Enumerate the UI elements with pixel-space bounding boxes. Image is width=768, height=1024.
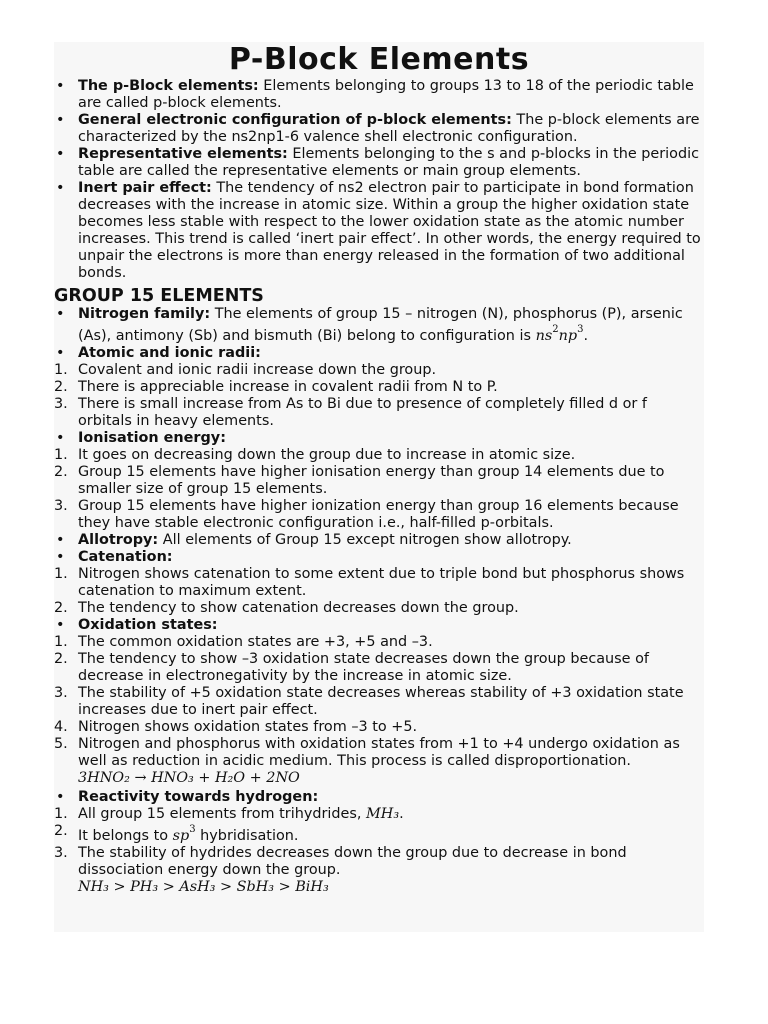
- item-number: 1.: [54, 565, 68, 582]
- definition: All elements of Group 15 except nitrogen show allotropy.: [158, 531, 572, 548]
- term: Atomic and ionic radii:: [78, 344, 261, 361]
- item-number: 1.: [54, 633, 68, 650]
- item-text: There is appreciable increase in covalent radii from N to P.: [78, 378, 498, 395]
- numbered-item: [54, 362, 704, 379]
- item-text: The tendency to show –3 oxidation state decreases down the group because of decrease in electronegativity by the increase in atomic size.: [78, 650, 649, 684]
- definition: Elements belonging to the s and p-blocks in the periodic table are called the representative elements or main group elements.: [78, 146, 700, 179]
- item-text: Nitrogen shows catenation to some extent due to triple bond but phosphorus shows catenation to maximum extent.: [78, 565, 685, 599]
- numbered-item: [54, 634, 704, 651]
- bullet-item: [54, 146, 704, 180]
- numbered-item: [54, 566, 704, 600]
- document-body: [54, 78, 704, 896]
- bullet-item: [54, 78, 704, 112]
- bullet-item: [54, 306, 704, 345]
- term: Inert pair effect:: [78, 180, 212, 196]
- definition: The p-block elements are characterized by the ns2np1-6 valence shell electronic configuration.: [78, 112, 700, 145]
- item-number: 1.: [54, 361, 68, 378]
- page-title: P-Block Elements: [228, 42, 530, 77]
- item-text: Covalent and ionic radii increase down the group.: [78, 361, 437, 378]
- bullet-dot: •: [56, 616, 65, 633]
- item-text: The stability of hydrides decreases down the group due to decrease in bond dissociation energy down the group.: [78, 844, 627, 878]
- bullet-item: [54, 617, 704, 634]
- item-number: 1.: [54, 446, 68, 463]
- bullet-dot: •: [56, 429, 65, 446]
- item-text: It belongs to: [78, 827, 173, 844]
- bullet-dot: •: [56, 531, 65, 548]
- item-text: Group 15 elements have higher ionization energy than group 16 elements because they have stable electronic configuration i.e., half-filled p-orbitals.: [78, 497, 679, 531]
- item-number: 2.: [54, 599, 68, 616]
- numbered-item: [54, 396, 704, 430]
- item-text: The tendency to show catenation decreases down the group.: [78, 599, 519, 616]
- numbered-item: [54, 685, 704, 719]
- bullet-dot: •: [56, 78, 65, 94]
- term: Allotropy:: [78, 531, 159, 548]
- item-text: Group 15 elements have higher ionisation energy than group 14 elements due to smaller size of group 15 elements.: [78, 463, 665, 497]
- bullet-item: [54, 549, 704, 566]
- item-text: It goes on decreasing down the group due to increase in atomic size.: [78, 446, 576, 463]
- bullet-item: [54, 345, 704, 362]
- numbered-item: [54, 498, 704, 532]
- item-text: Nitrogen and phosphorus with oxidation states from +1 to +4 undergo oxidation as well as reduction in acidic medium. This process is called disproportionation.: [78, 735, 680, 769]
- item-text: All group 15 elements from trihydrides,: [78, 805, 367, 822]
- definition: The elements of group 15 – nitrogen (N), phosphorus (P), arsenic (As), antimony (Sb) and bismuth (Bi) belong to configuration is: [78, 306, 683, 344]
- item-number: 1.: [54, 805, 68, 822]
- numbered-item: [54, 600, 704, 617]
- bullet-item: [54, 789, 704, 806]
- numbered-item: [54, 719, 704, 736]
- term: Nitrogen family:: [78, 306, 211, 322]
- bullet-item: [54, 532, 704, 549]
- item-number: 4.: [54, 718, 68, 735]
- numbered-item: [54, 845, 704, 879]
- item-number: 3.: [54, 395, 68, 412]
- item-number: 5.: [54, 735, 68, 752]
- configuration-formula: [535, 324, 584, 344]
- hydride-stability-order: NH₃ > PH₃ > AsH₃ > SbH₃ > BiH₃: [78, 878, 329, 895]
- definition: The tendency of ns2 electron pair to participate in bond formation decreases with the increase in atomic size. Within a group the higher oxidation state becomes less stable with respect to the lower oxidation state as the atomic number increases. This trend is called ‘inert pair effect’. In other words, the energy required to unpair the electrons is more than energy released in the formation of two additional bonds.: [78, 180, 701, 281]
- term: Ionisation energy:: [78, 429, 226, 446]
- term: Catenation:: [78, 548, 173, 565]
- item-number: 2.: [54, 822, 68, 839]
- item-text: Nitrogen shows oxidation states from –3 to +5.: [78, 718, 418, 735]
- item-text: There is small increase from As to Bi due to presence of completely filled d or f orbitals in heavy elements.: [78, 395, 647, 429]
- bullet-dot: •: [56, 548, 65, 565]
- bullet-dot: •: [56, 788, 65, 805]
- item-text: The common oxidation states are +3, +5 and –3.: [78, 633, 433, 650]
- formula-part: np: [558, 327, 578, 344]
- bullet-dot: •: [56, 180, 65, 196]
- punctuation: .: [399, 805, 404, 822]
- section-heading: GROUP 15 ELEMENTS: [54, 286, 264, 306]
- numbered-item: [54, 464, 704, 498]
- definition: Elements belonging to groups 13 to 18 of the periodic table are called p-block elements.: [78, 78, 694, 111]
- numbered-item: [54, 806, 704, 823]
- term: Oxidation states:: [78, 616, 218, 633]
- disproportionation-equation: 3HNO₂ → HNO₃ + H₂O + 2NO: [78, 769, 300, 786]
- numbered-item: [54, 447, 704, 464]
- item-text: hybridisation.: [195, 827, 299, 844]
- document-page: [54, 42, 704, 932]
- bullet-dot: •: [56, 112, 65, 128]
- formula-sup: 3: [577, 324, 584, 335]
- bullet-dot: •: [56, 344, 65, 361]
- term: The p-Block elements:: [78, 78, 259, 94]
- numbered-item: [54, 823, 704, 845]
- numbered-item: [54, 736, 704, 770]
- formula-sup: 3: [189, 823, 196, 835]
- bullet-item: [54, 112, 704, 146]
- term: General electronic configuration of p-block elements:: [78, 112, 512, 128]
- numbered-item: [54, 379, 704, 396]
- hybridisation-formula: [172, 823, 196, 844]
- item-number: 2.: [54, 463, 68, 480]
- item-number: 3.: [54, 684, 68, 701]
- bullet-item: [54, 180, 704, 282]
- formula-part: ns: [535, 327, 553, 344]
- punctuation: .: [583, 327, 589, 344]
- bullet-dot: •: [56, 146, 65, 162]
- bullet-dot: •: [56, 306, 65, 322]
- numbered-item: [54, 651, 704, 685]
- trihydride-formula: MH₃: [366, 805, 400, 822]
- item-number: 2.: [54, 650, 68, 667]
- term: Representative elements:: [78, 146, 288, 162]
- term: Reactivity towards hydrogen:: [78, 788, 319, 805]
- formula-part: sp: [172, 827, 190, 844]
- item-number: 3.: [54, 497, 68, 514]
- formula-sup: 2: [552, 324, 559, 335]
- item-number: 3.: [54, 844, 68, 861]
- item-text: The stability of +5 oxidation state decreases whereas stability of +3 oxidation state increases due to inert pair effect.: [78, 684, 684, 718]
- bullet-item: [54, 430, 704, 447]
- item-number: 2.: [54, 378, 68, 395]
